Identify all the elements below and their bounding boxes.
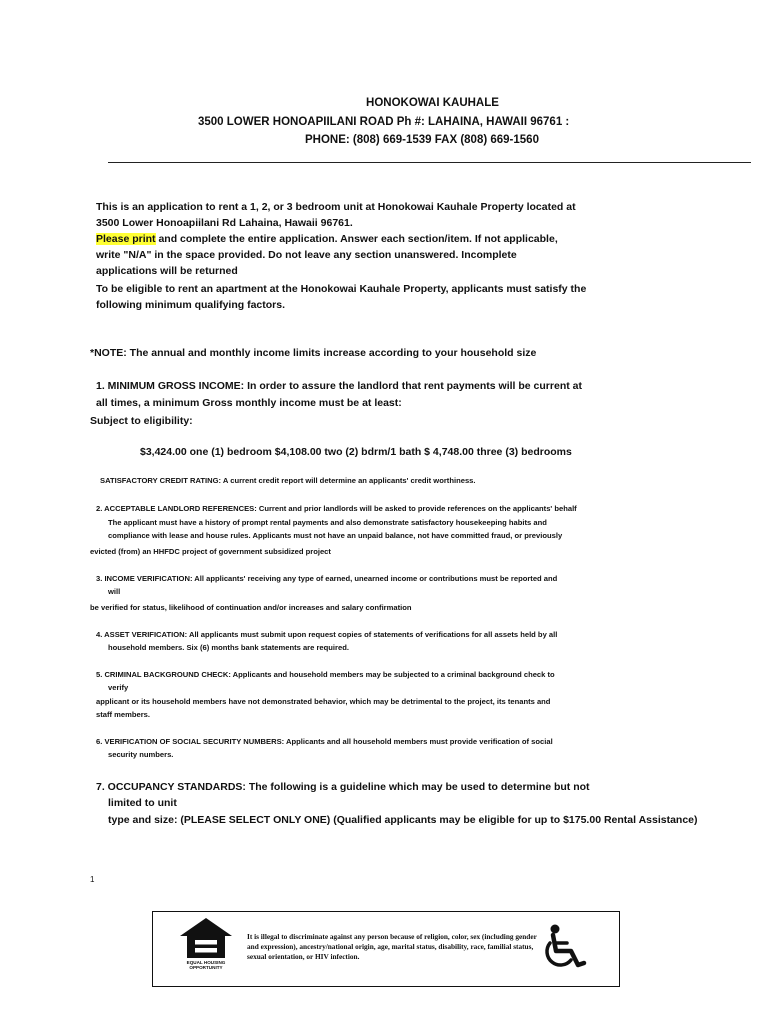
- wheelchair-accessibility-icon: [538, 924, 592, 972]
- income-verification-line-3: be verified for status, likelihood of continuation and/or increases and salary confirmation: [90, 603, 412, 612]
- occupancy-standards-line-2: limited to unit: [108, 797, 177, 809]
- page-number: 1: [90, 875, 95, 884]
- occupancy-standards-line-3: type and size: (PLEASE SELECT ONLY ONE) (Qualified applicants may be eligible for up to $175.00 Rental Assistance): [108, 814, 698, 826]
- background-check-line-4: staff members.: [96, 710, 151, 719]
- occupancy-standards-line-1: 7. OCCUPANCY STANDARDS: The following is a guideline which may be used to determine but not: [96, 781, 590, 793]
- intro-line-4: write "N/A" in the space provided. Do not leave any section unanswered. Incomplete: [96, 249, 517, 261]
- background-check-line-3: applicant or its household members have not demonstrated behavior, which may be detrimental to the project, its tenants and: [96, 697, 551, 706]
- ssn-verification-line-1: 6. VERIFICATION OF SOCIAL SECURITY NUMBERS: Applicants and all household members must provide verification of social: [96, 737, 553, 746]
- property-address: 3500 LOWER HONOAPIILANI ROAD Ph #: LAHAINA, HAWAII 96761 :: [198, 116, 570, 128]
- property-name: HONOKOWAI KAUHALE: [366, 97, 499, 109]
- landlord-references-line-3: compliance with lease and house rules. Applicants must not have an unpaid balance, not have committed fraud, or previously: [108, 531, 563, 540]
- background-check-line-1: 5. CRIMINAL BACKGROUND CHECK: Applicants and household members may be subjected to a criminal background check to: [96, 670, 555, 679]
- intro-line-2: 3500 Lower Honoapiilani Rd Lahaina, Hawaii 96761.: [96, 217, 353, 229]
- intro-line-1: This is an application to rent a 1, 2, or 3 bedroom unit at Honokowai Kauhale Property located at: [96, 201, 576, 213]
- credit-rating-text: SATISFACTORY CREDIT RATING: A current credit report will determine an applicants' credit worthiness.: [100, 476, 476, 485]
- landlord-references-line-4: evicted (from) an HHFDC project of government subsidized project: [90, 547, 331, 556]
- income-verification-line-1: 3. INCOME VERIFICATION: All applicants' receiving any type of earned, unearned income or contributions must be reported and: [96, 574, 558, 583]
- ssn-verification-line-2: security numbers.: [108, 750, 174, 759]
- please-print-highlight: Please print: [96, 233, 156, 245]
- income-amounts: $3,424.00 one (1) bedroom $4,108.00 two (2) bdrm/1 bath $ 4,748.00 three (3) bedrooms: [140, 446, 572, 458]
- landlord-references-line-1: 2. ACCEPTABLE LANDLORD REFERENCES: Current and prior landlords will be asked to provide references on the applicants' behalf: [96, 504, 577, 513]
- eligibility-label: Subject to eligibility:: [90, 415, 193, 427]
- income-verification-line-2: will: [108, 587, 121, 596]
- income-limits-note: *NOTE: The annual and monthly income limits increase according to your household size: [90, 347, 537, 359]
- intro-line-3: Please print and complete the entire application. Answer each section/item. If not applicable,: [96, 233, 558, 245]
- min-income-line-1: 1. MINIMUM GROSS INCOME: In order to assure the landlord that rent payments will be current at: [96, 380, 582, 392]
- asset-verification-line-1: 4. ASSET VERIFICATION: All applicants must submit upon request copies of statements of verifications for all assets held by all: [96, 630, 558, 639]
- landlord-references-line-2: The applicant must have a history of prompt rental payments and also demonstrate satisfactory housekeeping habits and: [108, 518, 547, 527]
- asset-verification-line-2: household members. Six (6) months bank statements are required.: [108, 643, 349, 652]
- property-phone: PHONE: (808) 669-1539 FAX (808) 669-1560: [305, 134, 539, 146]
- intro-line-6: To be eligible to rent an apartment at the Honokowai Kauhale Property, applicants must satisfy the: [96, 283, 587, 295]
- header-divider: [108, 162, 751, 163]
- intro-line-7: following minimum qualifying factors.: [96, 299, 286, 311]
- equal-housing-logo-text: EQUAL HOUSING OPPORTUNITY: [186, 960, 226, 971]
- fair-housing-notice: It is illegal to discriminate against any person because of religion, color, sex (including gender and expression), ancestry/national origin, age, marital status, disability, race, familial status, sexual orientation, or HIV infection.: [247, 932, 537, 961]
- min-income-line-2: all times, a minimum Gross monthly income must be at least:: [96, 397, 402, 409]
- intro-line-5: applications will be returned: [96, 265, 238, 277]
- background-check-line-2: verify: [108, 683, 129, 692]
